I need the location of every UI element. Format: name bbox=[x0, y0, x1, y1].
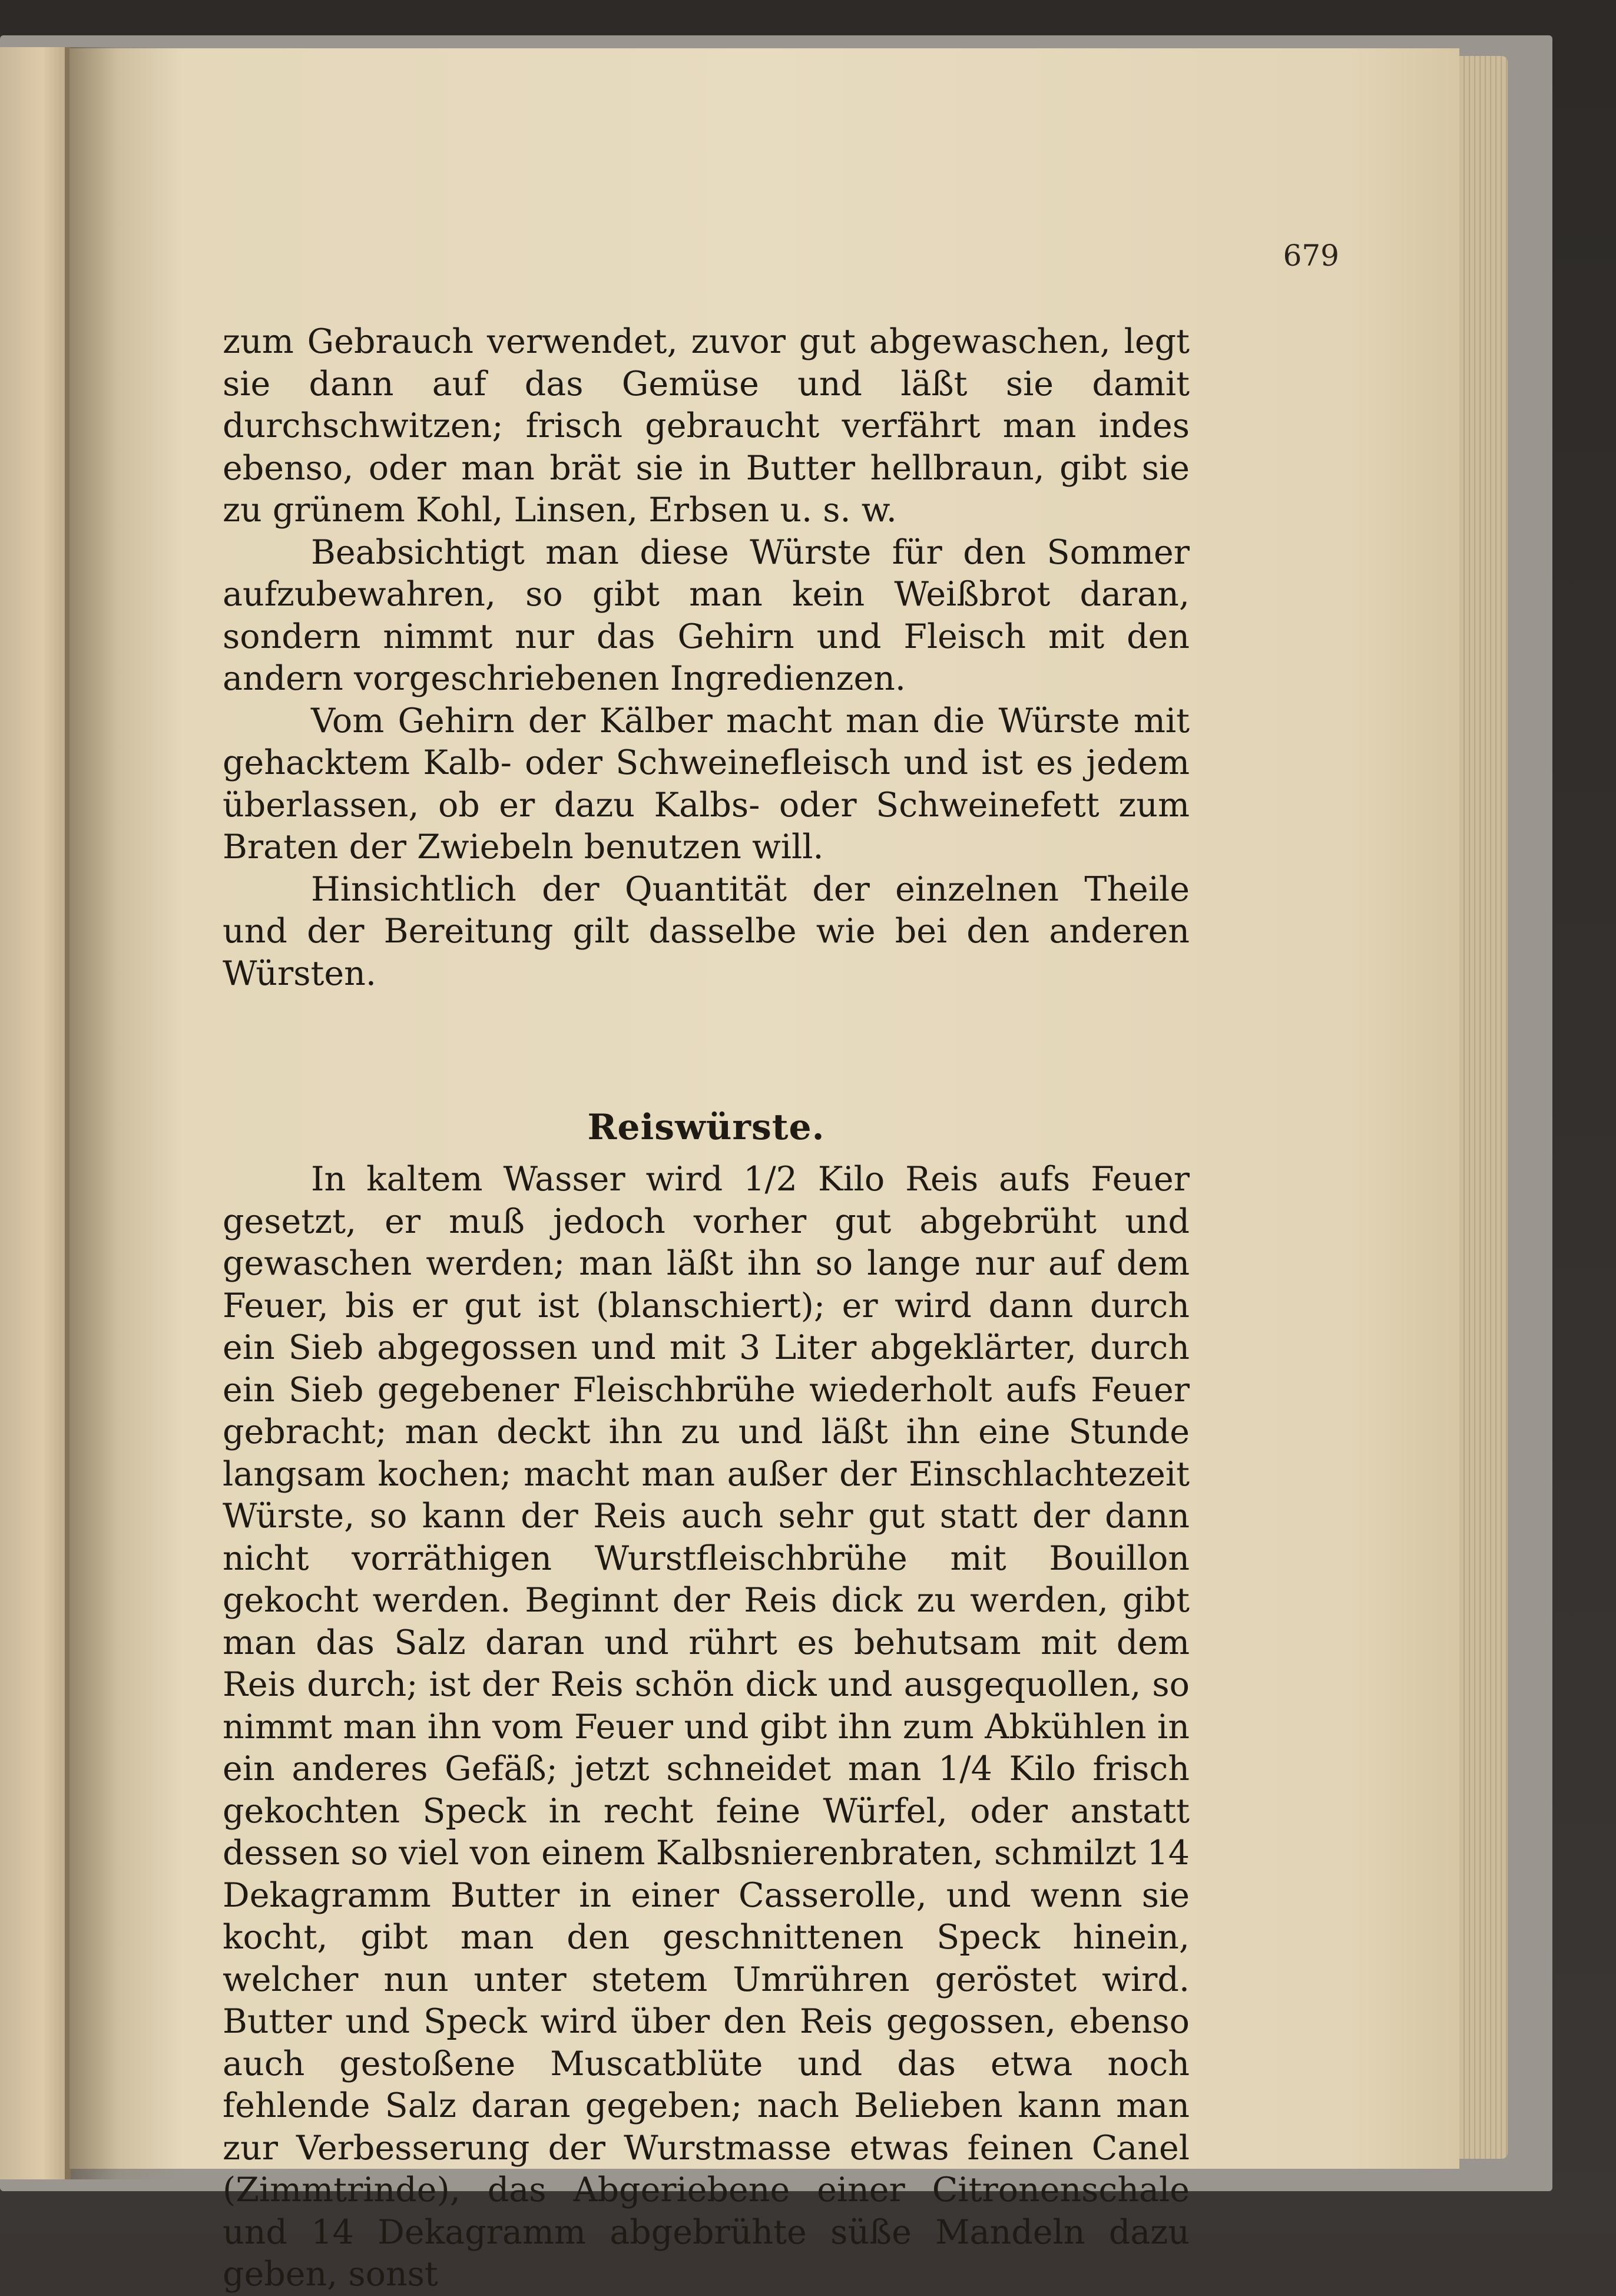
rice-text-part2: Kilo Reis aufs Feuer gesetzt, er muß jedoch vorher gut abgebrüht und gewaschen werden; man läßt ihn so lange nur auf dem Feuer, bis er gut ist (blanschiert); er wird dann durch ein Sieb abgegossen und mit 3 Liter abgeklärter, durch ein Sieb gegebener Fleischbrühe wiederholt aufs Feuer gebracht; man deckt ihn zu und läßt ihn eine Stunde langsam kochen; macht man außer der Einschlachtezeit Würste, so kann der Reis auch sehr gut statt der dann nicht vorräthigen Wurstfleischbrühe mit Bouillon gekocht werden. Beginnt der Reis dick zu werden, gibt man das Salz daran und rührt es behutsam mit dem Reis durch; ist der Reis schön dick und ausgequollen, so nimmt man ihn vom Feuer und gibt ihn zum Abkühlen in ein anderes Gefäß; jetzt schneidet man bbox=[223, 1160, 1190, 1788]
section-heading: Reiswürste. bbox=[587, 1107, 825, 1148]
page-edges bbox=[1455, 56, 1508, 2159]
page-number: 679 bbox=[1283, 239, 1339, 273]
paragraph-summer-storage: Beabsichtigt man diese Würste für den Sommer aufzubewahren, so gibt man kein Weißbrot daran, sondern nimmt nur das Gehirn und Fleisch mit den andern vorgeschriebenen Ingredienzen. bbox=[223, 532, 1190, 698]
paragraph-continued: zum Gebrauch verwendet, zuvor gut abgewaschen, legt sie dann auf das Gemüse und läßt sie damit durchschwitzen; frisch gebraucht verfährt man indes ebenso, oder man brät sie in Butter hellbraun, gibt sie zu grünem Kohl, Linsen, Erbsen u. s. w. bbox=[223, 322, 1190, 530]
fraction-half: 1/2 bbox=[743, 1160, 797, 1199]
rice-text-part1: In kaltem Wasser wird bbox=[311, 1160, 744, 1199]
fraction-quarter: 1/4 bbox=[938, 1749, 992, 1788]
rice-text-part3: Kilo frisch gekochten Speck in recht feine Würfel, oder anstatt dessen so viel von einem Kalbsnierenbraten, schmilzt 14 Dekagramm Butter in einer Casserolle, und wenn sie kocht, gibt man den geschnittenen Speck hinein, welcher nun unter stetem Umrühren geröstet wird. Butter und Speck wird über den Reis gegossen, ebenso auch gestoßene Muscatblüte und das etwa noch fehlende Salz daran gegeben; nach Belieben kann man zur Verbesserung der Wurstmasse etwas feinen Canel (Zimmtrinde), das Abgeriebene einer Citronenschale und 14 Dekagramm abgebrühte süße Mandeln dazu geben, sonst bbox=[223, 1749, 1190, 2294]
paragraph-quantity: Hinsichtlich der Quantität der einzelnen Theile und der Bereitung gilt dasselbe wie bei den anderen Würsten. bbox=[223, 869, 1190, 993]
page-content bbox=[223, 321, 1190, 2296]
paragraph-calf-brain: Vom Gehirn der Kälber macht man die Würste mit gehacktem Kalb- oder Schweinefleisch und ist es jedem überlassen, ob er dazu Kalbs- oder Schweinefett zum Braten der Zwiebeln benutzen will. bbox=[223, 701, 1190, 866]
gutter-shadow bbox=[65, 47, 183, 2179]
paragraph-rice-recipe bbox=[223, 1159, 1190, 2296]
left-page-edge bbox=[0, 47, 71, 2179]
